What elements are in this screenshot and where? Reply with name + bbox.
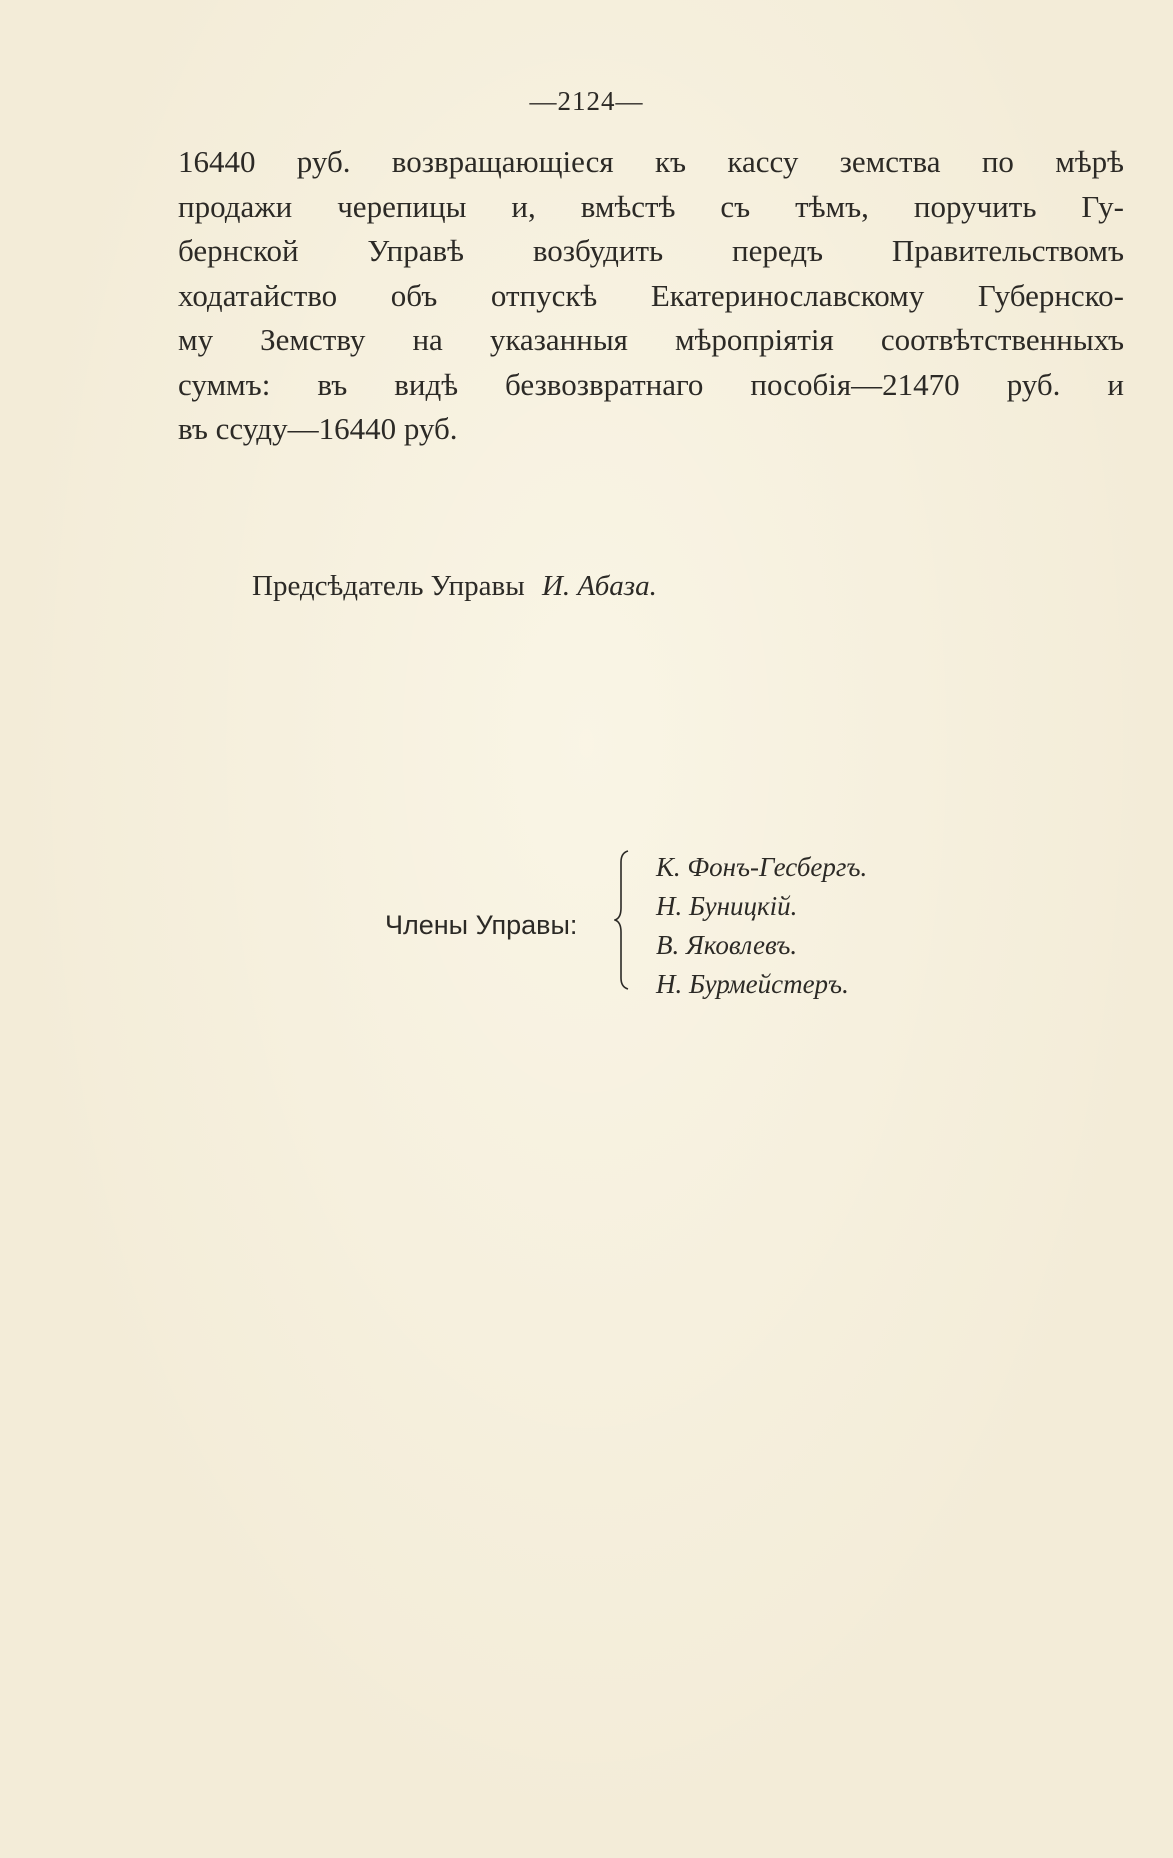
page-number: —2124— bbox=[529, 86, 644, 116]
members-label: Члены Управы: bbox=[385, 910, 578, 940]
member-name: Н. Буницкій. bbox=[656, 891, 798, 921]
members-list bbox=[656, 848, 867, 1004]
chairman-title: Предсѣдатель Управы bbox=[252, 570, 525, 602]
member-name: К. Фонъ-Гесбергъ. bbox=[656, 852, 868, 882]
body-line: 16440 руб. возвращающіеся къ кассу земства по мѣрѣ bbox=[178, 144, 1124, 179]
member-name: В. Яковлевъ. bbox=[656, 930, 798, 960]
member-name: Н. Бурмейстеръ. bbox=[656, 969, 849, 999]
body-line: въ ссуду—16440 руб. bbox=[178, 411, 458, 446]
curly-brace-icon bbox=[614, 850, 630, 990]
body-line: бернской Управѣ возбудить передъ Правительствомъ bbox=[178, 233, 1124, 268]
body-line: ходатайство объ отпускѣ Екатеринославскому Губернско- bbox=[178, 277, 1124, 313]
chairman-name: И. Абаза. bbox=[541, 570, 657, 602]
body-line: продажи черепицы и, вмѣстѣ съ тѣмъ, поручить Гу- bbox=[178, 188, 1124, 224]
chairman-signature bbox=[252, 570, 657, 603]
body-line: суммъ: въ видѣ безвозвратнаго пособія—21470 руб. и bbox=[178, 366, 1124, 402]
body-paragraph bbox=[178, 140, 1124, 452]
body-line: му Земству на указанныя мѣропріятія соотвѣтственныхъ bbox=[178, 322, 1124, 357]
